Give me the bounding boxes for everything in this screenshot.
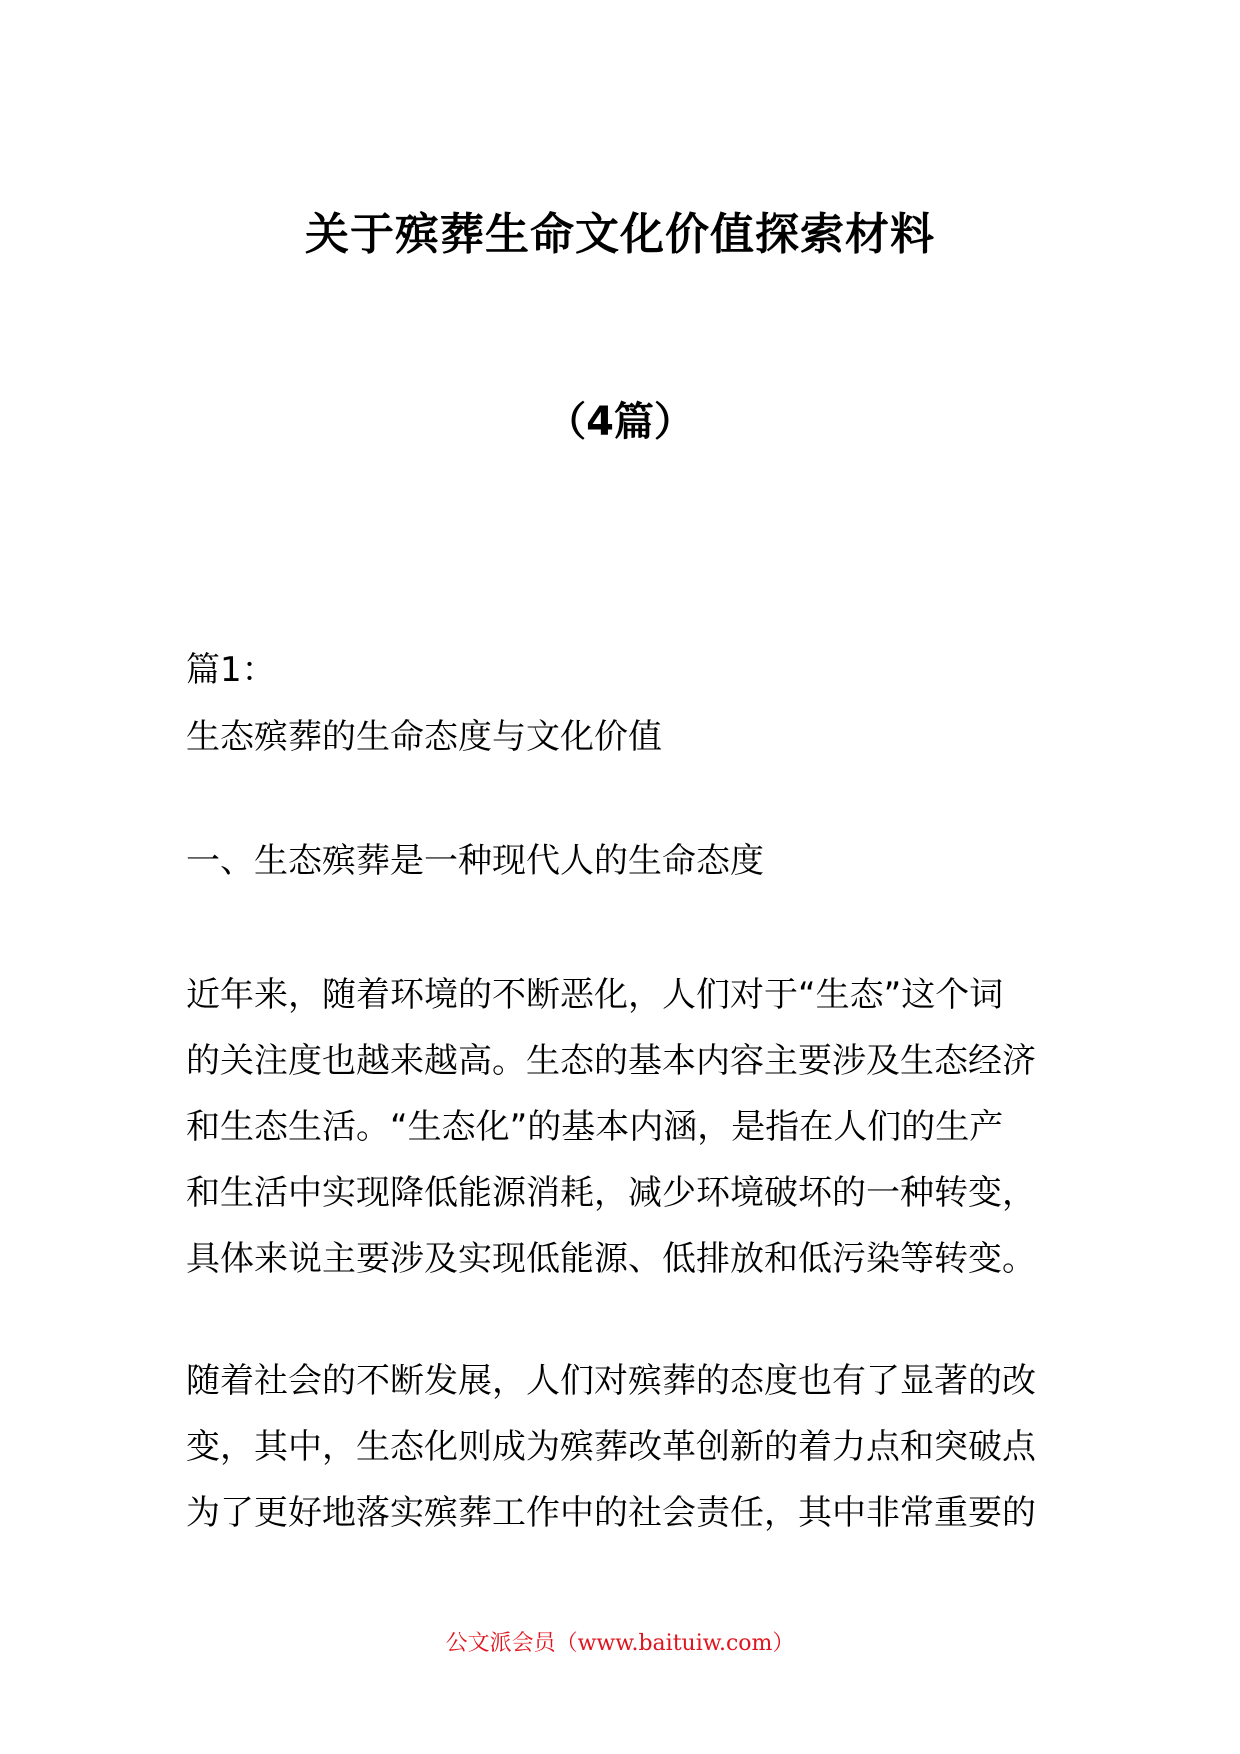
paragraph-line: 具体来说主要涉及实现低能源、低排放和低污染等转变。 (186, 1239, 1036, 1279)
document-subtitle: （4篇） (546, 399, 694, 445)
paragraph-line: 为了更好地落实殡葬工作中的社会责任，其中非常重要的 (186, 1493, 1036, 1533)
paragraph-line: 的关注度也越来越高。生态的基本内容主要涉及生态经济 (186, 1041, 1036, 1081)
heading-1: 一、生态殡葬是一种现代人的生命态度 (186, 841, 764, 881)
paragraph-line: 和生态生活。“生态化”的基本内涵，是指在人们的生产 (186, 1107, 1004, 1147)
paragraph-line: 随着社会的不断发展，人们对殡葬的态度也有了显著的改 (186, 1361, 1036, 1401)
paragraph-2 (186, 1348, 1066, 1546)
document-title: 关于殡葬生命文化价值探索材料 (305, 209, 935, 260)
paragraph-1 (186, 962, 1066, 1292)
footer-watermark: 公文派会员（www.baituiw.com） (445, 1631, 795, 1656)
section-label: 篇1： (186, 650, 276, 690)
paragraph-line: 和生活中实现降低能源消耗，减少环境破坏的一种转变， (186, 1173, 1036, 1213)
paragraph-line: 变，其中，生态化则成为殡葬改革创新的着力点和突破点 (186, 1427, 1036, 1467)
paragraph-line: 近年来，随着环境的不断恶化，人们对于“生态”这个词 (186, 975, 1004, 1015)
section-title: 生态殡葬的生命态度与文化价值 (186, 717, 662, 757)
